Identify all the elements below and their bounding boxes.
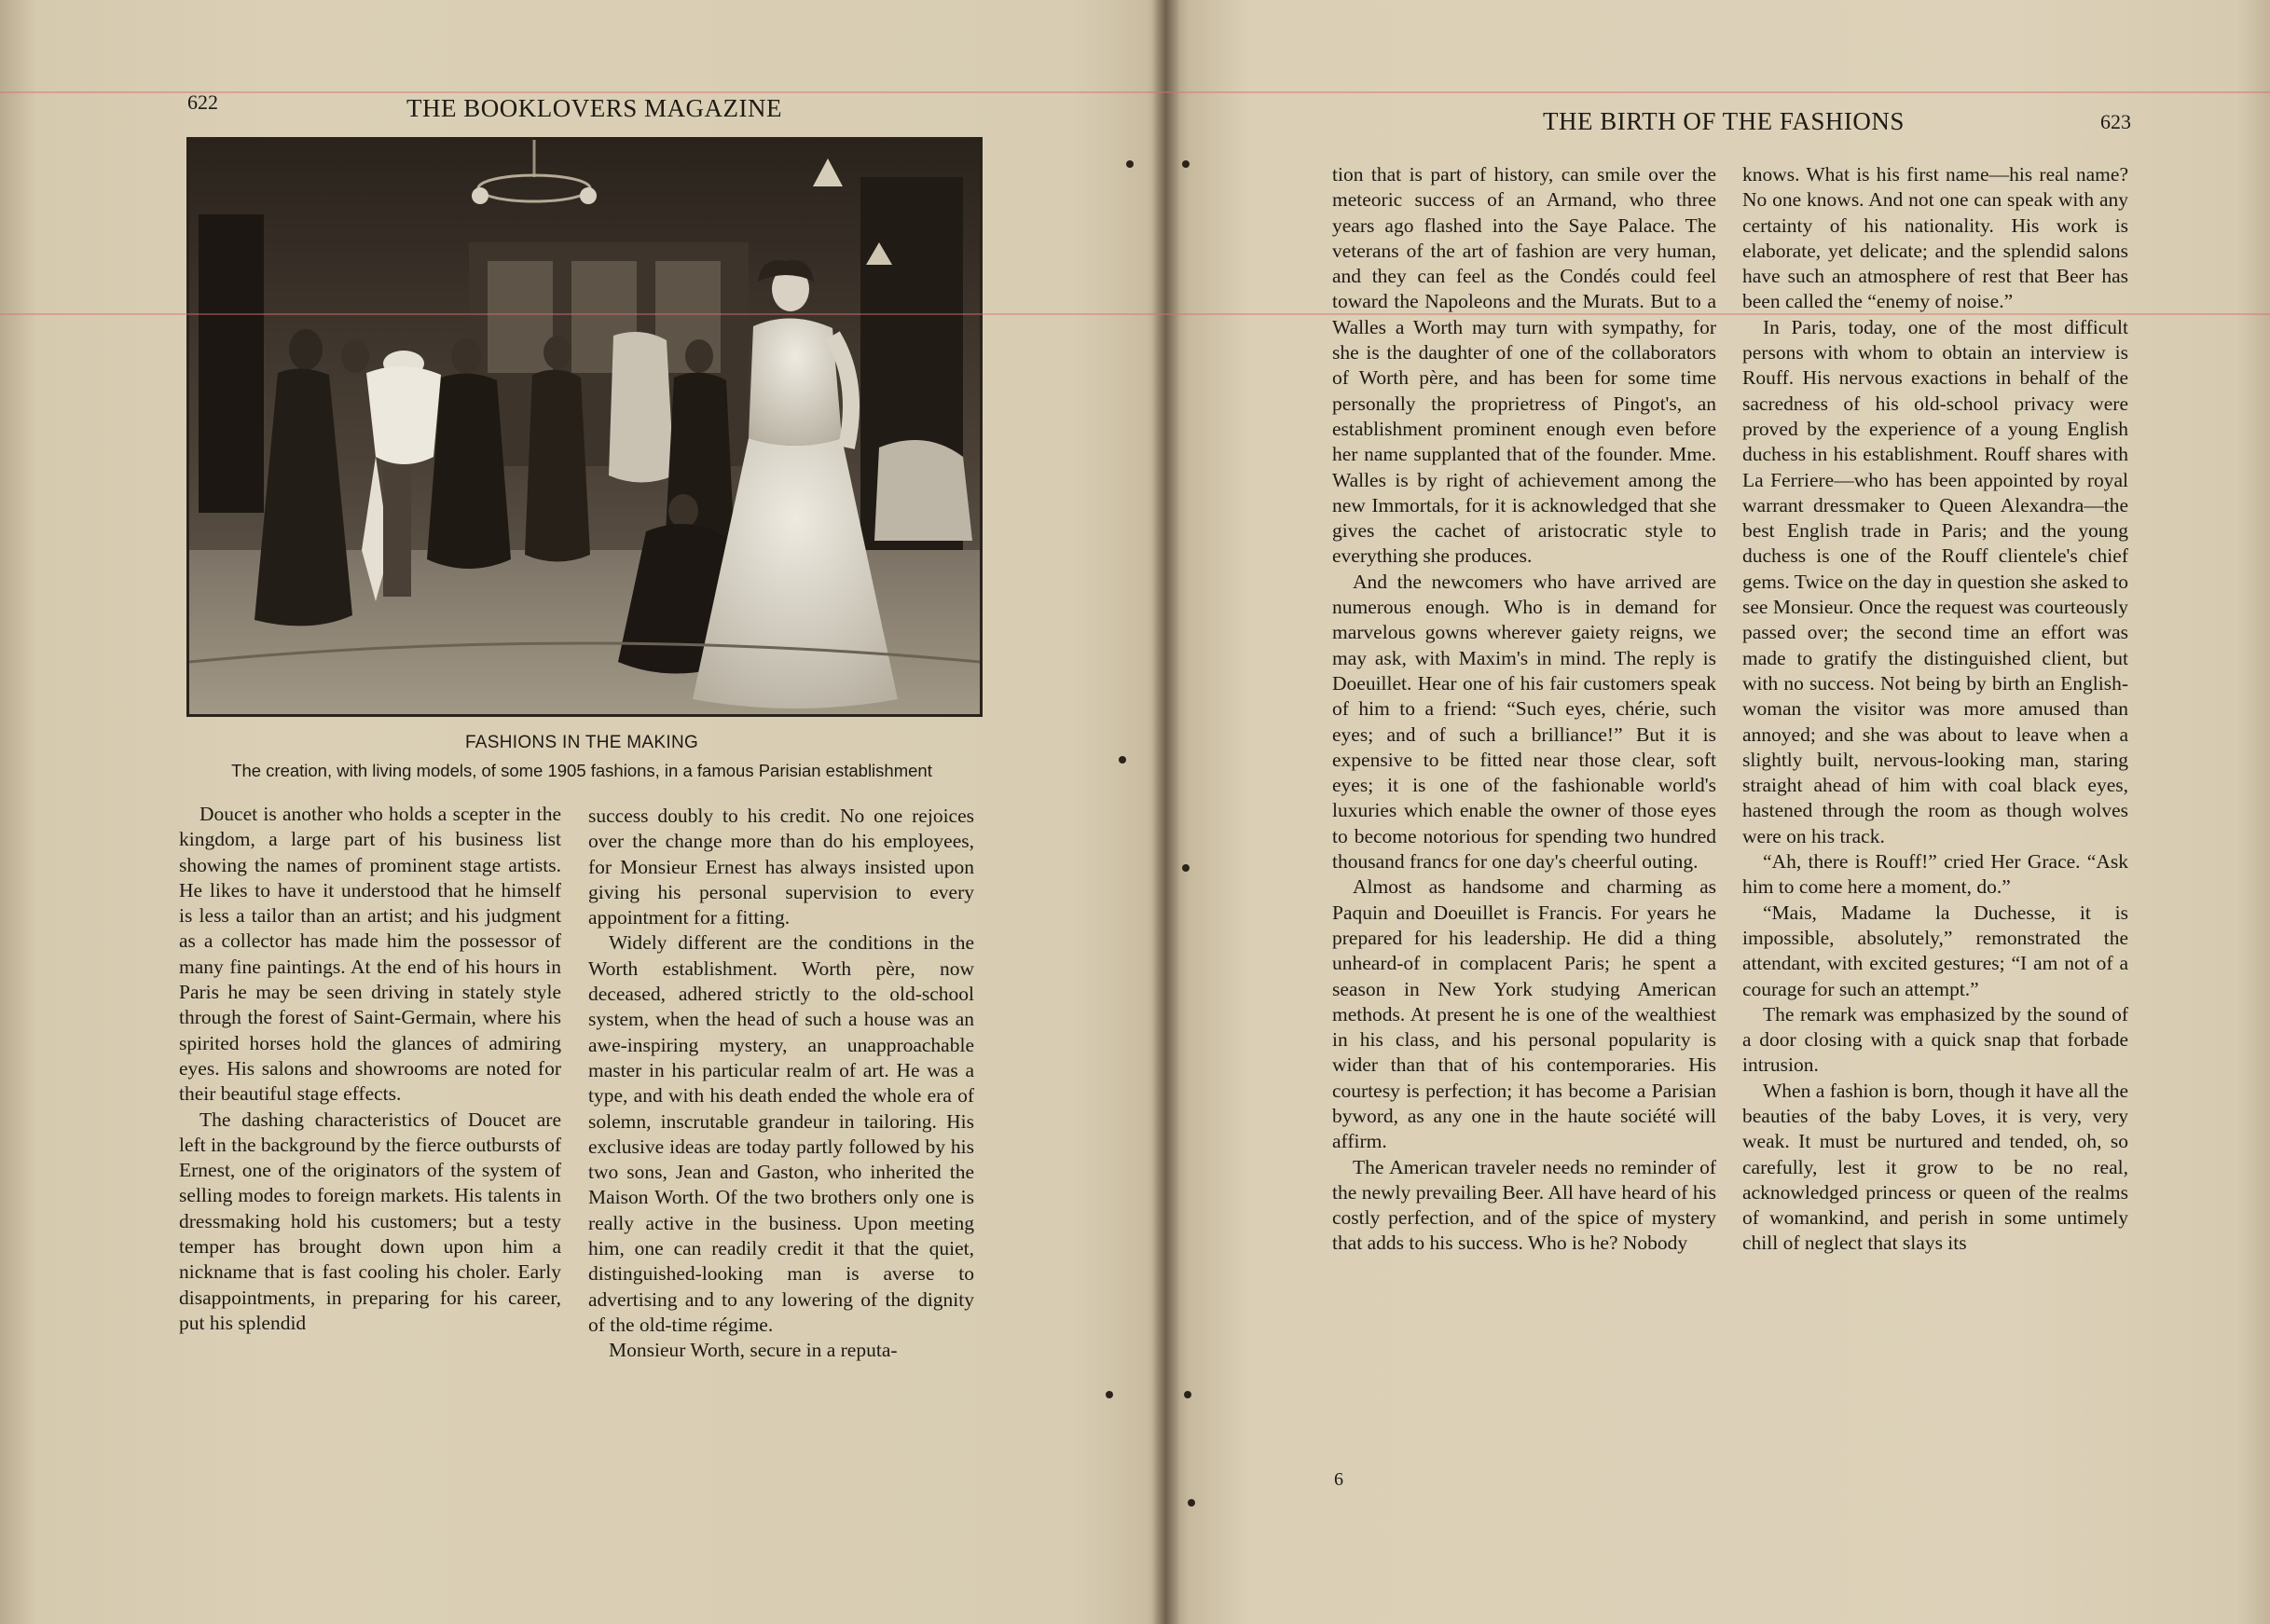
paper-ruling-line <box>0 313 2270 315</box>
binding-hole <box>1106 1391 1113 1398</box>
paragraph: The remark was emphasized by the sound of a door closing with a quick snap that forbade intrusion. <box>1742 1002 2128 1077</box>
binding-hole <box>1126 160 1134 168</box>
page-number-left: 622 <box>187 90 218 114</box>
paragraph: The dashing characteristics of Doucet are left in the background by the fierce outbursts of Ernest, one of the originators of the system of selling modes to foreign markets. His talents in dressmaking hold his customers; but a testy temper has brought down upon him a nickname that is fast cooling his choler. Early disappointments, in preparing for his career, put his splendid <box>179 1108 561 1334</box>
running-head-left: THE BOOKLOVERS MAGAZINE <box>406 94 782 122</box>
photo-illustration <box>189 140 980 714</box>
paragraph: Doucet is another who holds a scepter in the kingdom, a large part of his business list showing the names of prominent stage artists. He likes to have it understood that he himself is less a tailor than an artist; and his judgment as a collector has made him the possessor of many fine paintings. At the end of his hours in Paris he may be seen driving in stately style through the forest of Saint-Germain, where his spirited horses hold the glances of admiring eyes. His salons and showrooms are noted for their beautiful stage effects. <box>179 803 561 1106</box>
paragraph: “Mais, Madame la Duchesse, it is impossible, absolutely,” remonstrated the attendant, with excited gestures; “I am not of a courage for such an attempt.” <box>1742 901 2128 1000</box>
paragraph: tion that is part of history, can smile over the meteoric success of an Armand, who three years ago flashed into the Saye Palace. The veterans of the art of fashion are very human, and they can feel as the Condés could feel toward the Napoleons and the Murats. But to a Walles a Worth may turn with sympathy, for she is the daughter of one of the collaborators of Worth père, and has been for some time personally the proprietress of Pingot's, an establishment prominent enough even before her name supplanted that of the founder. Mme. Walles is by right of achievement among the new Immortals, for it is acknowledged that she gives the cachet of aristocratic style to everything she produces. <box>1332 163 1716 568</box>
paragraph: Monsieur Worth, secure in a reputa- <box>609 1339 898 1362</box>
paragraph: And the newcomers who have arrived are numerous enough. Who is in demand for marvelous gowns wherever gaiety reigns, we may ask, with Maxim's in mind. The reply is Doeuillet. Hear one of his fair customers speak of him to a friend: “Such eyes, chérie, such eyes; and of such a brilliance!” But it is expensive to be fitted near those clear, soft eyes; it is one of the fashionable world's luxuries which enable the owner of those eyes to become notorious for spending two hundred thousand francs for one day's cheerful outing. <box>1332 570 1716 874</box>
right-column-2 <box>1742 162 2128 1257</box>
paragraph: In Paris, today, one of the most difficult persons with whom to obtain an interview is Rouff. His nervous exactions in behalf of the sacredness of his old-school privacy were proved by the experience of a young English duchess in his establishment. Rouff shares with La Ferriere—who has been appointed by royal warrant dressmaker to Queen Alexandra—the best English trade in Paris; and the young duchess is one of the Rouff clientele's chief gems. Twice on the day in question she asked to see Monsieur. Once the request was courteously passed over; the second time an effort was made to gratify the distinguished client, but with no success. Not being by birth an English-woman the visitor was more amused than annoyed; and she was about to leave when a slightly built, nervous-looking man, staring straight ahead of him with coal black eyes, hastened through the room as though wolves were on his track. <box>1742 315 2128 847</box>
paragraph: knows. What is his first name—his real name? No one knows. And not one can speak with any certainty of his nationality. His work is elaborate, yet delicate; and the splendid salons have such an atmosphere of rest that Beer has been called the “enemy of noise.” <box>1742 163 2128 313</box>
page-number-right: 623 <box>2100 110 2131 133</box>
binding-hole <box>1182 160 1190 168</box>
binding-hole <box>1119 756 1126 764</box>
photo-caption-text: The creation, with living models, of some 1905 fashions, in a famous Parisian establishment <box>231 761 932 780</box>
fashion-photograph <box>186 137 983 717</box>
paragraph: Widely different are the conditions in the Worth establishment. Worth père, now deceased, adhered strictly to the old-school system, when the head of such a house was an awe-inspiring mystery, an unapproachable master in his particular realm of art. He was a type, and with his death ended the whole era of solemn, inscrutable grandeur in tailoring. His exclusive ideas are today partly followed by his two sons, Jean and Gaston, who inherited the Maison Worth. Of the two brothers only one is really active in the business. Upon meeting him, one can readily credit it that the quiet, distinguished-looking man is averse to advertising and to any lowering of the dignity of the old-time régime. <box>588 931 974 1336</box>
paper-ruling-line <box>0 91 2270 93</box>
left-column-2 <box>588 804 974 1364</box>
running-head-right: THE BIRTH OF THE FASHIONS <box>1543 107 1905 135</box>
paragraph: The American traveler needs no reminder of the newly prevailing Beer. All have heard of his costly perfection, and of the spice of mystery that adds to his success. Who is he? Nobody <box>1332 1155 1716 1255</box>
paragraph: success doubly to his credit. No one rejoices over the change more than do his employees, for Monsieur Ernest has always insisted upon giving his personal supervision to every appointment for a fitting. <box>588 805 974 929</box>
paragraph: “Ah, there is Rouff!” cried Her Grace. “Ask him to come here a moment, do.” <box>1742 850 2128 899</box>
book-gutter <box>1152 0 1180 1624</box>
paragraph: When a fashion is born, though it have all the beauties of the baby Loves, it is very, very weak. It must be nurtured and tended, oh, so carefully, lest it grow to be no real, acknowledged princess or queen of the realms of womankind, and perish in some untimely chill of neglect that slays its <box>1742 1079 2128 1255</box>
binding-hole <box>1182 864 1190 872</box>
left-column-1 <box>179 802 561 1336</box>
binding-hole <box>1184 1391 1191 1398</box>
printer-signature-mark: 6 <box>1334 1469 1343 1490</box>
photo-caption-title: FASHIONS IN THE MAKING <box>464 733 699 752</box>
binding-hole <box>1188 1499 1195 1507</box>
right-column-1 <box>1332 162 1716 1257</box>
paragraph: Almost as handsome and charming as Paquin and Doeuillet is Francis. For years he prepared for his leadership. He did a thing unheard-of in complacent Paris; he spent a season in New York studying American methods. At present he is one of the wealthiest in his class, and his personal popularity is wider than that of his contemporaries. His courtesy is perfection; it has become a Parisian byword, as any one in the haute société will affirm. <box>1332 875 1716 1153</box>
